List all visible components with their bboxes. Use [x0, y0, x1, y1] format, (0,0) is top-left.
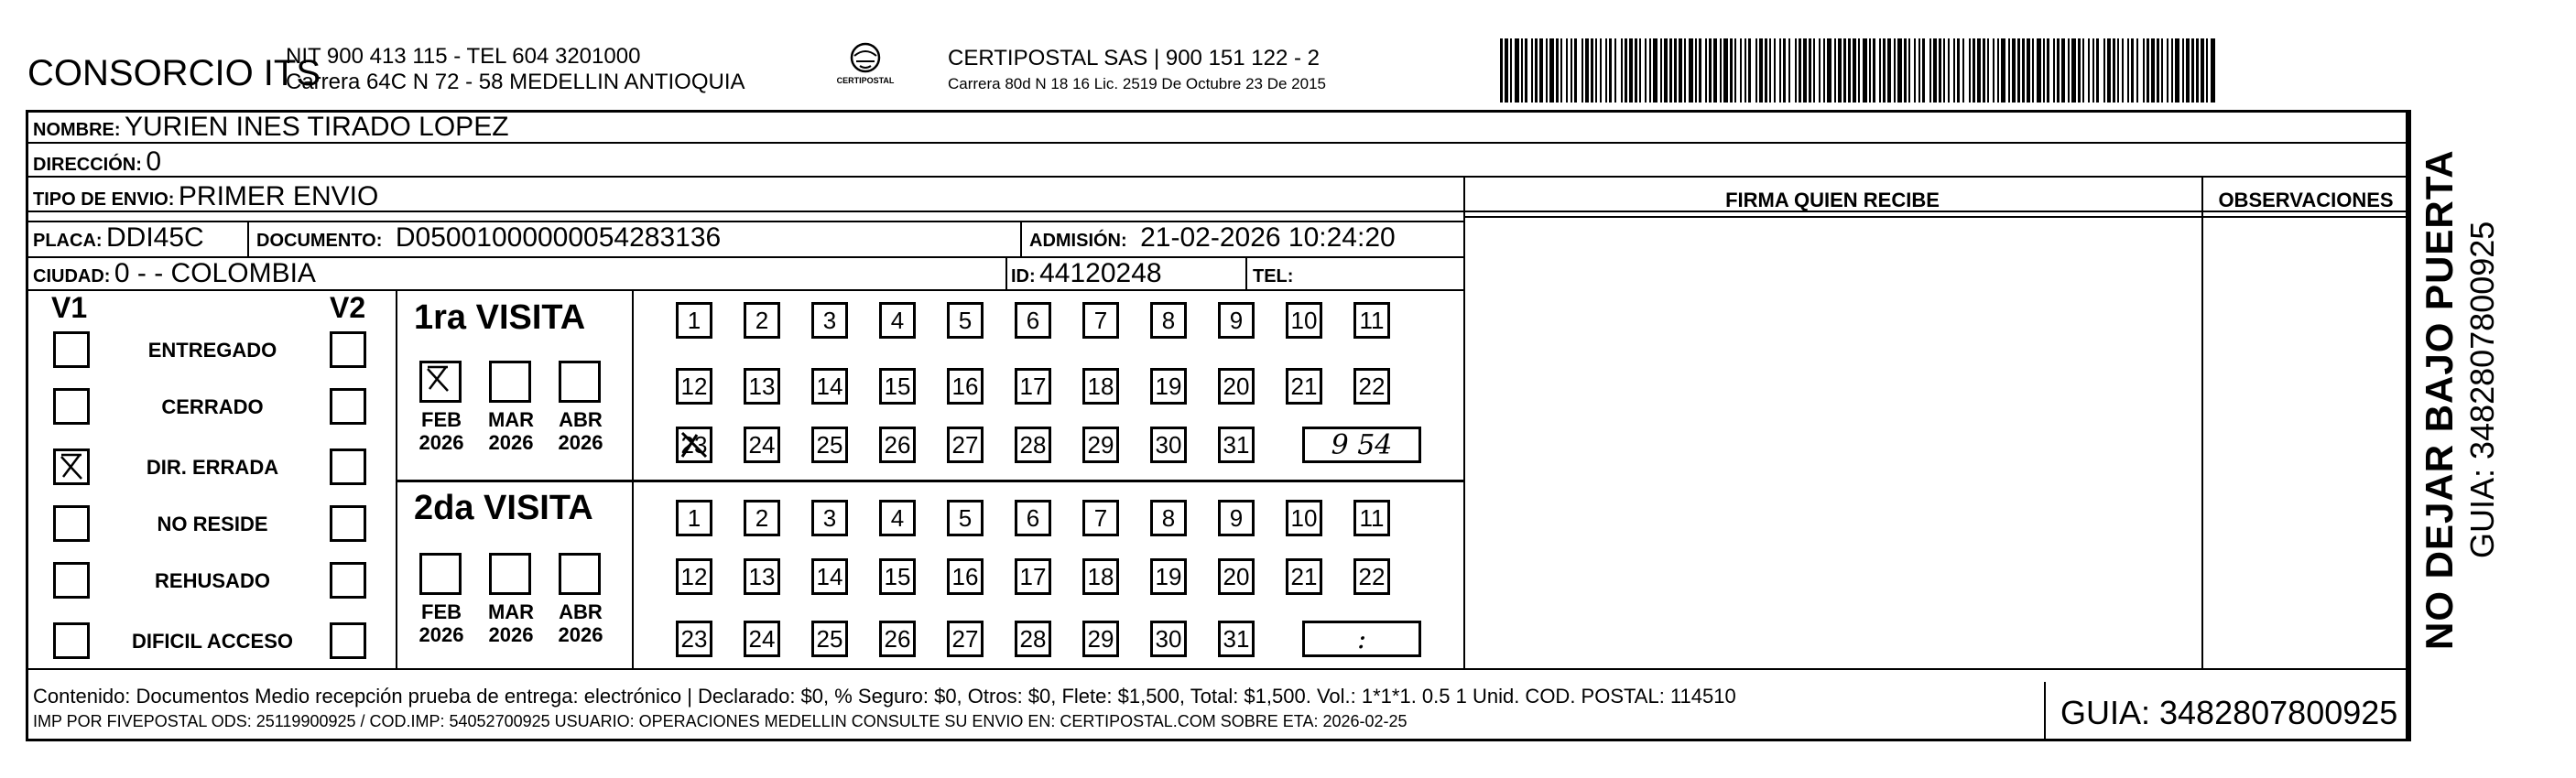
day-number: 1 — [687, 503, 701, 532]
tipo-value: PRIMER ENVIO — [178, 181, 379, 211]
day-box[interactable] — [947, 621, 984, 657]
day-box[interactable] — [1150, 427, 1187, 463]
day-number: 15 — [884, 372, 911, 400]
day-number: 15 — [884, 562, 911, 590]
placa-value: DDI45C — [106, 222, 204, 253]
day-number: 16 — [951, 372, 979, 400]
month-checkbox[interactable] — [489, 361, 531, 403]
day-box[interactable] — [879, 427, 916, 463]
day-box[interactable] — [811, 368, 848, 405]
day-box[interactable] — [811, 500, 848, 536]
day-number: 18 — [1087, 372, 1114, 400]
day-box[interactable] — [1150, 368, 1187, 405]
day-box[interactable] — [1353, 558, 1390, 595]
day-box[interactable] — [1353, 302, 1390, 339]
tipo-label: TIPO DE ENVIO: — [33, 189, 175, 210]
documento-value: D05001000000054283136 — [395, 222, 722, 253]
ciudad-value: 0 - - COLOMBIA — [114, 258, 316, 288]
observaciones-header: OBSERVACIONES — [2218, 189, 2394, 211]
nombre-row — [33, 112, 509, 143]
day-box[interactable] — [744, 427, 780, 463]
day-number: 4 — [890, 306, 905, 334]
day-number: 17 — [1019, 562, 1047, 590]
v2-label: V2 — [330, 291, 366, 324]
tel-label: TEL: — [1253, 266, 1294, 286]
v2-checkbox[interactable] — [330, 331, 366, 368]
day-box[interactable] — [879, 500, 916, 536]
day-box[interactable] — [1286, 558, 1322, 595]
day-number: 26 — [884, 430, 911, 459]
ciudad-label: CIUDAD: — [33, 266, 111, 286]
day-number: 29 — [1087, 430, 1114, 459]
v1-checkbox[interactable] — [53, 448, 90, 485]
day-box[interactable] — [1015, 427, 1051, 463]
day-number: 30 — [1155, 624, 1182, 653]
day-number: 8 — [1161, 503, 1176, 532]
day-number: 11 — [1359, 306, 1385, 334]
day-box[interactable] — [1150, 302, 1187, 339]
footer-line1: Contenido: Documentos Medio recepción prueba de entrega: electrónico | Declarado: $0, % Seguro: $0, Otros: $0, Flete: $1,500, Total: $1,500. Vol.: 1*1*1. 0.5 1 Unid. COD. POSTAL: 114510 — [33, 685, 1736, 708]
month-name: MAR — [487, 408, 535, 431]
direccion-value: 0 — [146, 146, 162, 177]
admision-value: 21-02-2026 10:24:20 — [1140, 222, 1396, 253]
nombre-label: NOMBRE: — [33, 120, 121, 140]
day-number: 9 — [1229, 306, 1244, 334]
month-label — [484, 408, 538, 455]
day-number: 29 — [1087, 624, 1114, 653]
day-box[interactable] — [1286, 302, 1322, 339]
day-box[interactable] — [1218, 427, 1255, 463]
day-box[interactable] — [811, 302, 848, 339]
v1-checkbox[interactable] — [53, 622, 90, 659]
month-year: 2026 — [418, 431, 464, 455]
tipo-row — [33, 181, 378, 212]
ciudad-row — [33, 258, 316, 289]
day-box[interactable] — [1082, 621, 1119, 657]
direccion-row — [33, 146, 161, 178]
day-number: 12 — [680, 372, 708, 400]
day-number: 14 — [816, 562, 843, 590]
status-label: DIFICIL ACCESO — [131, 630, 293, 653]
day-box[interactable] — [1286, 500, 1322, 536]
visit1-time-box[interactable]: 9 54 — [1302, 427, 1421, 463]
barcode — [1500, 38, 2220, 103]
day-box[interactable] — [1150, 621, 1187, 657]
day-box[interactable] — [1218, 302, 1255, 339]
footer-line2: IMP POR FIVEPOSTAL ODS: 25119900925 / COD.IMP: 54052700925 USUARIO: OPERACIONES MEDELLIN CONSULTE SU ENVIO EN: CERTIPOSTAL.COM SOBRE ETA: 2026-02-25 — [33, 712, 1408, 730]
month-year: 2026 — [488, 623, 534, 647]
day-box[interactable] — [879, 621, 916, 657]
day-number: 26 — [884, 624, 911, 653]
month-name: ABR — [559, 600, 603, 623]
day-number: 27 — [951, 430, 979, 459]
placa-row — [33, 222, 204, 254]
status-label: NO RESIDE — [157, 513, 268, 535]
day-number: 12 — [680, 562, 708, 590]
month-year: 2026 — [558, 623, 603, 647]
day-box[interactable] — [1218, 558, 1255, 595]
day-box[interactable] — [1082, 368, 1119, 405]
visit2-title: 2da VISITA — [414, 489, 593, 527]
day-box[interactable] — [811, 621, 848, 657]
visit2-time-box[interactable]: : — [1302, 621, 1421, 657]
company-name: CONSORCIO ITS — [27, 53, 321, 93]
day-box[interactable] — [676, 500, 712, 536]
v2-checkbox[interactable] — [330, 562, 366, 599]
month-label — [414, 408, 469, 455]
day-number: 8 — [1161, 306, 1176, 334]
courier-line2: Carrera 80d N 18 16 Lic. 2519 De Octubre 23 De 2015 — [948, 75, 1326, 92]
v2-checkbox[interactable] — [330, 622, 366, 659]
day-box[interactable] — [1015, 621, 1051, 657]
month-label — [484, 600, 538, 647]
v1-checkbox[interactable] — [53, 562, 90, 599]
day-number: 4 — [890, 503, 905, 532]
day-box[interactable] — [1150, 500, 1187, 536]
day-box[interactable] — [1286, 368, 1322, 405]
month-label — [553, 600, 608, 647]
courier-line1: CERTIPOSTAL SAS | 900 151 122 - 2 — [948, 46, 1320, 70]
day-number: 3 — [822, 306, 837, 334]
month-checkbox[interactable] — [489, 553, 531, 595]
admision-label: ADMISIÓN: — [1029, 231, 1127, 251]
day-number: 19 — [1155, 562, 1182, 590]
day-box[interactable] — [676, 621, 712, 657]
day-box[interactable] — [947, 368, 984, 405]
month-checkbox[interactable] — [559, 553, 601, 595]
day-number: 17 — [1019, 372, 1047, 400]
status-label: ENTREGADO — [147, 339, 277, 362]
month-checkbox[interactable] — [419, 553, 462, 595]
day-box[interactable] — [1353, 500, 1390, 536]
logo-text: CERTIPOSTAL — [836, 76, 895, 85]
day-number: 2 — [755, 503, 769, 532]
day-box[interactable] — [1015, 302, 1051, 339]
day-box[interactable] — [1082, 302, 1119, 339]
day-number: 18 — [1087, 562, 1114, 590]
nombre-value: YURIEN INES TIRADO LOPEZ — [125, 112, 509, 142]
id-label: ID: — [1011, 266, 1036, 286]
certipostal-logo — [829, 41, 902, 96]
day-box[interactable] — [744, 500, 780, 536]
day-number: 20 — [1223, 372, 1250, 400]
day-box[interactable] — [744, 558, 780, 595]
id-value: 44120248 — [1039, 258, 1162, 288]
day-box[interactable] — [879, 558, 916, 595]
month-name: FEB — [421, 600, 462, 623]
v1-checkbox[interactable] — [53, 388, 90, 425]
day-number: 3 — [822, 503, 837, 532]
v2-checkbox[interactable] — [330, 388, 366, 425]
day-box[interactable] — [1218, 500, 1255, 536]
day-number: 28 — [1019, 624, 1047, 653]
day-box[interactable] — [1150, 558, 1187, 595]
admision-row — [1029, 222, 1396, 254]
day-box[interactable] — [676, 302, 712, 339]
day-box[interactable] — [947, 500, 984, 536]
month-year: 2026 — [488, 431, 534, 455]
month-name: FEB — [421, 408, 462, 431]
v2-checkbox[interactable] — [330, 448, 366, 485]
company-info-line2: Carrera 64C N 72 - 58 MEDELLIN ANTIOQUIA — [286, 70, 745, 94]
day-box[interactable] — [811, 558, 848, 595]
day-box[interactable] — [1082, 427, 1119, 463]
day-box[interactable] — [947, 302, 984, 339]
day-number: 10 — [1290, 306, 1318, 334]
month-year: 2026 — [418, 623, 464, 647]
day-number: 31 — [1223, 624, 1250, 653]
day-number: 22 — [1358, 372, 1386, 400]
day-box[interactable] — [1218, 368, 1255, 405]
month-checkbox[interactable] — [559, 361, 601, 403]
day-box[interactable] — [947, 558, 984, 595]
day-number: 23 — [680, 624, 708, 653]
month-name: MAR — [487, 600, 535, 623]
day-number: 10 — [1290, 503, 1318, 532]
day-number: 14 — [816, 372, 843, 400]
day-cross-mark — [679, 429, 710, 467]
day-number: 24 — [748, 624, 776, 653]
day-number: 7 — [1093, 306, 1108, 334]
day-number: 16 — [951, 562, 979, 590]
day-number: 13 — [748, 372, 776, 400]
day-box[interactable] — [879, 302, 916, 339]
day-number: 13 — [748, 562, 776, 590]
day-number: 6 — [1026, 306, 1040, 334]
day-number: 30 — [1155, 430, 1182, 459]
day-box[interactable] — [676, 427, 712, 463]
day-number: 25 — [816, 624, 843, 653]
day-number: 24 — [748, 430, 776, 459]
day-number: 20 — [1223, 562, 1250, 590]
day-number: 19 — [1155, 372, 1182, 400]
direccion-label: DIRECCIÓN: — [33, 155, 142, 175]
side-warning: NO DEJAR BAJO PUERTA — [2418, 149, 2461, 650]
documento-row — [256, 222, 721, 254]
status-label: CERRADO — [161, 395, 264, 418]
day-number: 5 — [958, 503, 973, 532]
day-number: 21 — [1290, 372, 1318, 400]
day-box[interactable] — [744, 368, 780, 405]
day-box[interactable] — [744, 302, 780, 339]
day-number: 2 — [755, 306, 769, 334]
day-number: 25 — [816, 430, 843, 459]
visit1-title: 1ra VISITA — [414, 298, 586, 337]
month-label — [414, 600, 469, 647]
day-number: 11 — [1359, 503, 1385, 532]
firma-header: FIRMA QUIEN RECIBE — [1725, 189, 1940, 211]
day-box[interactable] — [1015, 500, 1051, 536]
month-name: ABR — [559, 408, 603, 431]
month-label — [553, 408, 608, 455]
day-number: 28 — [1019, 430, 1047, 459]
v1-label: V1 — [51, 291, 88, 324]
documento-label: DOCUMENTO: — [256, 231, 383, 251]
id-row — [1011, 258, 1162, 289]
day-box[interactable] — [947, 427, 984, 463]
day-box[interactable] — [811, 427, 848, 463]
day-box[interactable] — [1082, 500, 1119, 536]
v2-checkbox[interactable] — [330, 505, 366, 542]
tel-row — [1253, 258, 1293, 289]
day-box[interactable] — [1353, 368, 1390, 405]
day-box[interactable] — [1015, 368, 1051, 405]
day-box[interactable] — [1015, 558, 1051, 595]
day-number: 9 — [1229, 503, 1244, 532]
side-guia: GUIA: 3482807800925 — [2463, 221, 2501, 558]
day-number: 31 — [1223, 430, 1250, 459]
day-number: 1 — [687, 306, 701, 334]
day-box[interactable] — [1218, 621, 1255, 657]
barcode-bar — [2211, 38, 2215, 103]
day-box[interactable] — [1082, 558, 1119, 595]
day-number: 6 — [1026, 503, 1040, 532]
placa-label: PLACA: — [33, 231, 103, 251]
day-number: 21 — [1290, 562, 1318, 590]
day-box[interactable] — [676, 368, 712, 405]
day-box[interactable] — [676, 558, 712, 595]
day-box[interactable] — [744, 621, 780, 657]
month-year: 2026 — [558, 431, 603, 455]
footer-guia: GUIA: 3482807800925 — [2060, 694, 2398, 731]
v1-checkbox[interactable] — [53, 505, 90, 542]
day-number: 23 — [680, 430, 708, 459]
day-number: 7 — [1093, 503, 1108, 532]
status-label: DIR. ERRADA — [146, 456, 279, 479]
v1-checkbox[interactable] — [53, 331, 90, 368]
month-checkbox[interactable] — [419, 361, 462, 403]
day-box[interactable] — [879, 368, 916, 405]
day-number: 5 — [958, 306, 973, 334]
company-info-line1: NIT 900 413 115 - TEL 604 3201000 — [286, 44, 641, 69]
day-number: 22 — [1358, 562, 1386, 590]
status-label: REHUSADO — [155, 569, 270, 592]
day-number: 27 — [951, 624, 979, 653]
